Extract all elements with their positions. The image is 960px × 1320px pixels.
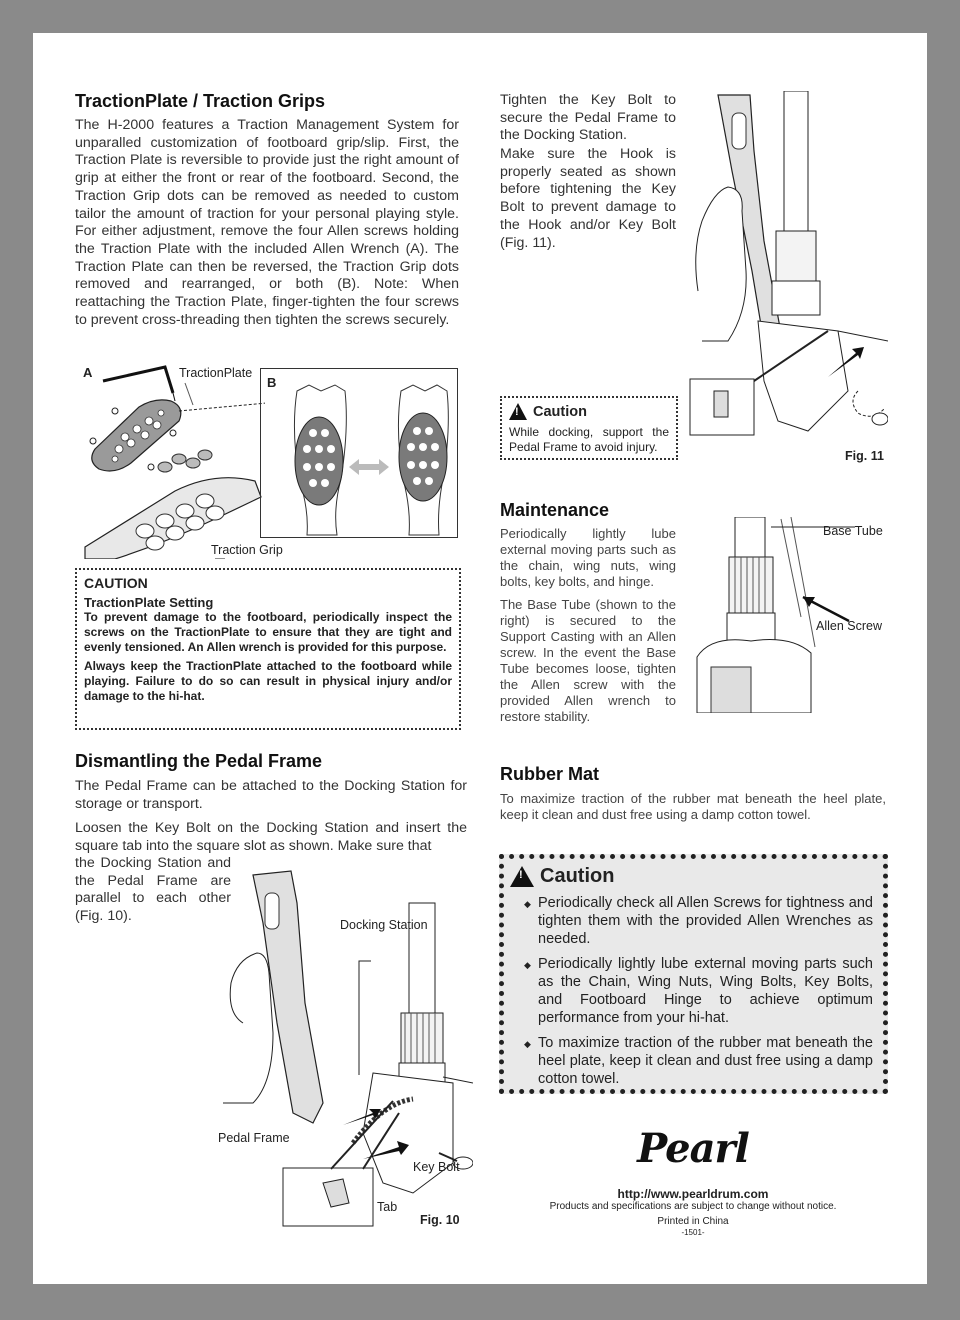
docking-caution-title-row [509, 403, 669, 420]
label-base-tube: Base Tube [823, 524, 883, 538]
traction-figure-b [260, 368, 458, 538]
label-allen-screw: Allen Screw [816, 619, 882, 633]
footer-url[interactable]: http://www.pearldrum.com [617, 1187, 769, 1201]
warning-triangle-icon [510, 866, 534, 887]
pearl-logo: Pearl [637, 1125, 749, 1172]
maintenance-p1: Periodically lightly lube external moving parts such as the chain, wing nuts, wing bolts, key bolts, and hinge. [500, 526, 676, 589]
docking-caution-box [500, 396, 678, 460]
maintenance-heading: Maintenance [500, 500, 610, 520]
label-docking-station: Docking Station [340, 918, 428, 932]
label-tab: Tab [377, 1200, 398, 1214]
dismantling-p1: The Pedal Frame can be attached to the Docking Station for storage or transport. [75, 778, 467, 812]
label-b: B [267, 375, 277, 390]
maintenance-caution-box [499, 854, 888, 1094]
label-key-bolt: Key Bolt [413, 1160, 460, 1174]
fig11-label: Fig. 11 [845, 449, 884, 463]
dismantling-p3: the Docking Station and the Pedal Frame are parallel to each other (Fig. 10). [75, 855, 231, 925]
base-tube-illustration [691, 517, 921, 713]
fig10-label: Fig. 10 [420, 1213, 460, 1227]
caution-big-list [510, 894, 873, 1088]
traction-caution-box [75, 568, 461, 730]
traction-figure-a [75, 363, 265, 559]
rubber-mat-body: To maximize traction of the rubber mat beneath the heel plate, keep it clean and dust free using a damp cotton towel. [500, 791, 886, 822]
rubber-mat-heading: Rubber Mat [500, 764, 599, 784]
caution-big-title-row [510, 865, 873, 888]
caution-para-1: To prevent damage to the footboard, periodically inspect the screws on the TractionPlate to ensure that they are tight and evenly tensioned. An Allen wrench is provided for this purpose. [84, 610, 452, 654]
caution-para-2: Always keep the TractionPlate attached to the footboard while playing. Failure to do so can result in physical injury and/or damage to the hi-hat. [84, 659, 452, 703]
caution-subtitle: TractionPlate Setting [84, 595, 214, 610]
docking-caution-text: While docking, support the Pedal Frame to avoid injury. [509, 425, 669, 454]
warning-triangle-icon [509, 403, 527, 420]
caution-item: ◆ Periodically check all Allen Screws for tightness and tighten them with the provided Allen Wrenches as needed. [510, 894, 873, 948]
traction-plate-illustration [75, 363, 265, 559]
manual-page [33, 33, 927, 1284]
footer-printed: Printed in China [657, 1216, 729, 1227]
dismantling-heading: Dismantling the Pedal Frame [75, 751, 323, 771]
docking-p2: Make sure the Hook is properly seated as shown before tightening the Key Bolt to prevent damage to the Hook and/or Key Bolt (Fig. 11). [500, 146, 676, 251]
traction-body: The H-2000 features a Traction Management System for unparalled customization of footboard grip/slip. First, the Traction Plate is reversible to provide just the right amount of grip at either the front or rear of the footboard. Second, the Traction Grip dots can be removed as needed to custom tailor the amount of traction for your personal playing style. For either adjustment, remove the four Allen screws holding the Traction Plate with the included Allen Wrench (A). The Traction Plate can then be reversed, the Traction Grip dots removed and rearranged, or both (B). Note: When reattaching the Traction Plate, finger-tighten the four screws to prevent cross-threading then tighten the screws securely. [75, 117, 459, 328]
caution-item: ◆ Periodically lightly lube external moving parts such as the Chain, Wing Nuts, Wing Bolts, Key Bolts, and Footboard Hinge to achieve optimum performance from your hi-hat. [510, 955, 873, 1027]
footer-notice: Products and specifications are subject to change without notice. [549, 1201, 837, 1212]
docking-p1: Tighten the Key Bolt to secure the Pedal Frame to the Docking Station. [500, 92, 676, 144]
footer-code: -1501- [681, 1228, 705, 1237]
docking-caution-title: Caution [533, 403, 587, 420]
caution-item: ◆ To maximize traction of the rubber mat beneath the heel plate, keep it clean and dust free using a damp cotton towel. [510, 1034, 873, 1088]
maintenance-p2: The Base Tube (shown to the right) is secured to the Support Casting with an Allen screw. In the event the Base Tube becomes loose, tighten the Allen screw with the provided Allen wrench to restore stability. [500, 597, 676, 724]
label-traction-plate: TractionPlate [179, 366, 253, 380]
traction-plate-reversal-illustration [261, 369, 457, 537]
label-a: A [83, 365, 93, 380]
traction-heading: TractionPlate / Traction Grips [75, 91, 326, 111]
label-traction-grip: Traction Grip [211, 543, 283, 557]
dismantling-p2: Loosen the Key Bolt on the Docking Station and insert the square tab into the square slot as shown. Make sure that [75, 820, 467, 854]
fig11-illustration [688, 91, 888, 463]
caution-title: CAUTION [84, 575, 148, 591]
caution-big-title: Caution [540, 865, 615, 887]
label-pedal-frame: Pedal Frame [218, 1131, 290, 1145]
